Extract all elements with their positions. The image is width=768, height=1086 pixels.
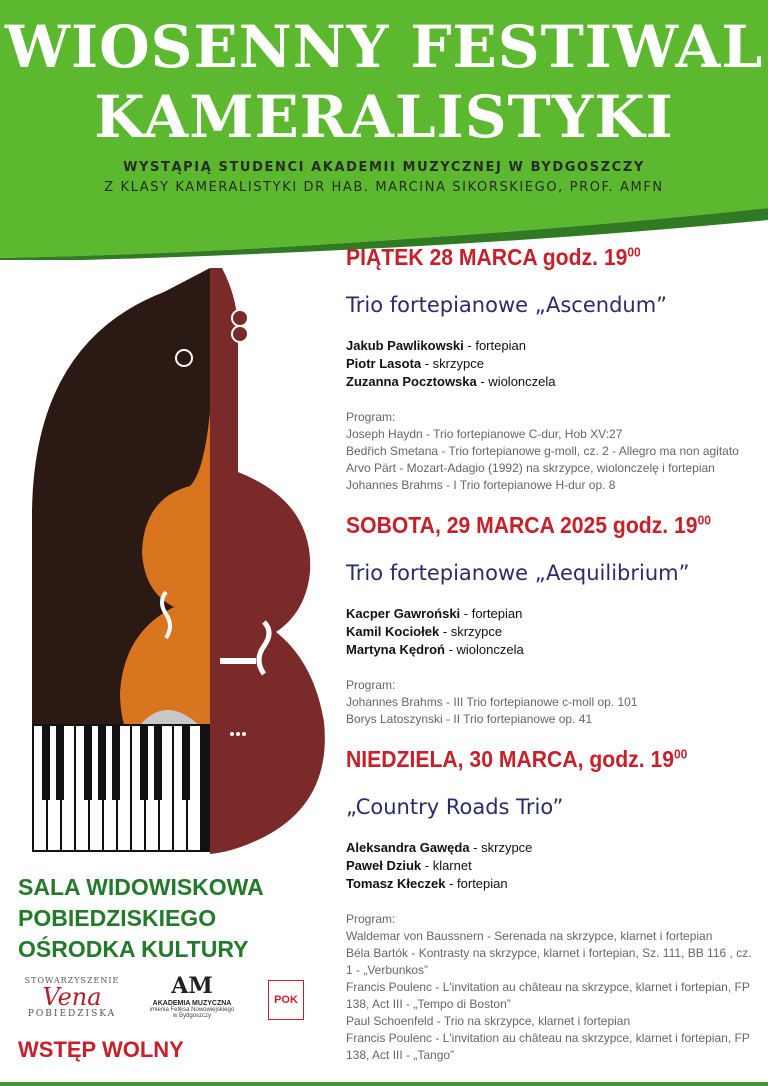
vena-logo-name: Vena [42, 983, 102, 1011]
program-item: Béla Bartók - Kontrasty na skrzypce, klarnet i fortepian, Sz. 111, BB 116 , cz. 1 - „Verbunkos” [346, 946, 752, 977]
free-admission: WSTĘP WOLNY [18, 1037, 184, 1062]
subtitle-line1: WYSTĄPIĄ STUDENCI AKADEMII MUZYCZNEJ W BYDGOSZCZY [123, 160, 645, 175]
pok-logo-mark: POK [274, 994, 298, 1006]
program-item: Arvo Pärt - Mozart-Adagio (1992) na skrzypce, wiolonczelę i fortepian [346, 461, 715, 475]
program-item: Waldemar von Baussnern - Serenada na skrzypce, klarnet i fortepian [346, 929, 713, 943]
performer: Zuzanna Pocztowska - wiolonczela [346, 374, 556, 389]
program-item: Francis Poulenc - L'invitation au château na skrzypce, klarnet i fortepian, FP 138, Act III - „Tempo di Boston” [346, 980, 750, 1011]
performer-list [346, 605, 758, 659]
performer: Jakub Pawlikowski - fortepian [346, 338, 526, 353]
program-list [346, 677, 758, 728]
program-item: Paul Schoenfeld - Trio na skrzypce, klarnet i fortepian [346, 1014, 631, 1028]
venue-line2: POBIEDZISKIEGO [18, 905, 217, 931]
piano-violin-illustration [14, 262, 344, 862]
ensemble-name: Trio fortepianowe „Ascendum” [346, 293, 668, 317]
vena-logo-top: STOWARZYSZENIE [24, 976, 120, 985]
performer: Paweł Dziuk - klarnet [346, 858, 472, 873]
header-banner [0, 0, 768, 260]
performer: Tomasz Kłeczek - fortepian [346, 876, 508, 891]
concert-date: NIEDZIELA, 30 MARCA, godz. $19^{00}$ [346, 746, 688, 772]
festival-title-line2: KAMERALISTYKI [94, 83, 674, 151]
venue-name [18, 872, 264, 965]
program-item: Borys Latoszynski - II Trio fortepianowe op. 41 [346, 712, 593, 726]
performer-list [346, 337, 758, 391]
program-item: Johannes Brahms - I Trio fortepianowe H-dur op. 8 [346, 478, 616, 492]
program-label: Program: [346, 678, 396, 692]
pok-logo [268, 980, 304, 1020]
concert-sunday [346, 746, 758, 1064]
ensemble-name: „Country Roads Trio” [346, 795, 564, 819]
concert-friday [346, 244, 758, 494]
concert-list [346, 244, 758, 1064]
concert-date: PIĄTEK 28 MARCA godz. $19^{00}$ [346, 244, 641, 270]
concert-date: SOBOTA, 29 MARCA 2025 godz. $19^{00}$ [346, 512, 711, 538]
program-item: Johannes Brahms - III Trio fortepianowe c-moll op. 101 [346, 695, 638, 709]
performer: Kamil Kociołek - skrzypce [346, 624, 503, 639]
program-item: Bedřich Smetana - Trio fortepianowe g-moll, cz. 2 - Allegro ma non agitato [346, 444, 739, 458]
ensemble-name: Trio fortepianowe „Aequilibrium” [346, 561, 690, 585]
performer-list [346, 839, 758, 893]
program-item: Francis Poulenc - L'invitation au château na skrzypce, klarnet i fortepian, FP 138, Act III - „Tango” [346, 1031, 750, 1062]
am-logo-sub2: w Bydgoszczy [172, 1013, 211, 1019]
performer: Piotr Lasota - skrzypce [346, 356, 484, 371]
program-list [346, 409, 758, 494]
am-logo-sub1: imienia Feliksa Nowowiejskiego [149, 1007, 235, 1013]
performer: Aleksandra Gawęda - skrzypce [346, 840, 533, 855]
performer: Kacper Gawroński - fortepian [346, 606, 523, 621]
festival-title-line1: WIOSENNY FESTIWAL [4, 13, 764, 81]
program-list [346, 911, 758, 1064]
am-logo [140, 974, 244, 1030]
concert-saturday [346, 512, 758, 728]
program-label: Program: [346, 912, 396, 926]
subtitle-line2: Z KLASY KAMERALISTYKI DR HAB. MARCINA SIKORSKIEGO, PROF. AMFN [104, 180, 664, 195]
vena-logo-bottom: POBIEDZISKA [27, 1009, 117, 1019]
program-label: Program: [346, 410, 396, 424]
venue-line3: OŚRODKA KULTURY [18, 936, 249, 962]
program-item: Joseph Haydn - Trio fortepianowe C-dur, Hob XV:27 [346, 427, 623, 441]
am-logo-name: AKADEMIA MUZYCZNA [152, 1000, 232, 1007]
bottom-green-bar [0, 1082, 768, 1086]
performer: Martyna Kędroń - wiolonczela [346, 642, 524, 657]
am-logo-mark: AM [171, 973, 213, 999]
vena-logo [16, 976, 128, 1024]
venue-line1: SALA WIDOWISKOWA [18, 874, 264, 900]
